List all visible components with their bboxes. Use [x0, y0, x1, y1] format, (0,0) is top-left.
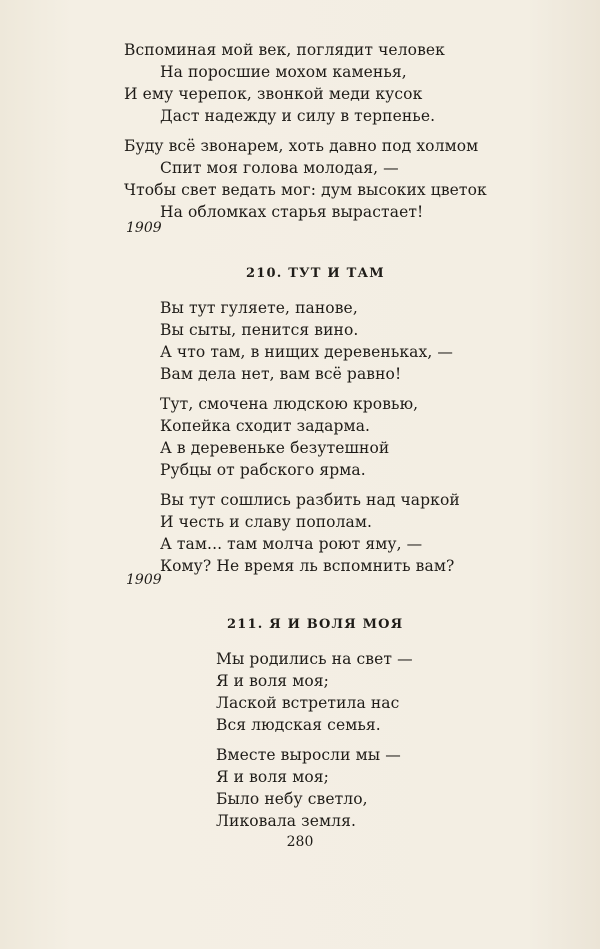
verse-line: А там... там молча роют яму, —: [160, 535, 423, 553]
verse-line: Лаской встретила нас: [216, 694, 400, 712]
poem-date: 1909: [126, 572, 162, 588]
verse-line: Я и воля моя;: [216, 672, 330, 690]
page-number: 280: [286, 834, 314, 850]
verse-line: На поросшие мохом каменья,: [160, 63, 407, 81]
verse-line: А в деревеньке безутешной: [160, 439, 390, 457]
verse-line: Тут, смочена людскою кровью,: [160, 395, 419, 413]
verse-line: Мы родились на свет —: [216, 650, 413, 668]
verse-line: Кому? Не время ль вспомнить вам?: [160, 557, 455, 575]
verse-line: Даст надежду и силу в терпенье.: [160, 107, 436, 125]
verse-line: Вместе выросли мы —: [216, 746, 401, 764]
verse-line: Вспоминая мой век, поглядит человек: [124, 41, 445, 59]
verse-line: Вся людская семья.: [216, 716, 381, 734]
verse-line: Рубцы от рабского ярма.: [160, 461, 366, 479]
verse-line: Спит моя голова молодая, —: [160, 159, 399, 177]
poem-title: 210. ТУТ И ТАМ: [246, 266, 385, 281]
verse-line: Было небу светло,: [216, 790, 368, 808]
verse-line: Копейка сходит задарма.: [160, 417, 371, 435]
verse-line: Я и воля моя;: [216, 768, 330, 786]
verse-line: Чтобы свет ведать мог: дум высоких цветок: [124, 181, 487, 199]
poem-date: 1909: [126, 220, 162, 236]
verse-line: И честь и славу пополам.: [160, 513, 373, 531]
verse-line: А что там, в нищих деревеньках, —: [160, 343, 454, 361]
verse-line: Буду всё звонарем, хоть давно под холмом: [124, 137, 479, 155]
verse-line: И ему черепок, звонкой меди кусок: [124, 85, 423, 103]
verse-line: Вы тут гуляете, панове,: [160, 299, 358, 317]
verse-line: На обломках старья вырастает!: [160, 203, 424, 221]
verse-line: Ликовала земля.: [216, 812, 357, 830]
poem-title: 211. Я И ВОЛЯ МОЯ: [227, 617, 404, 632]
verse-line: Вы сыты, пенится вино.: [160, 321, 359, 339]
verse-line: Вы тут сошлись разбить над чаркой: [160, 491, 460, 509]
verse-line: Вам дела нет, вам всё равно!: [160, 365, 402, 383]
